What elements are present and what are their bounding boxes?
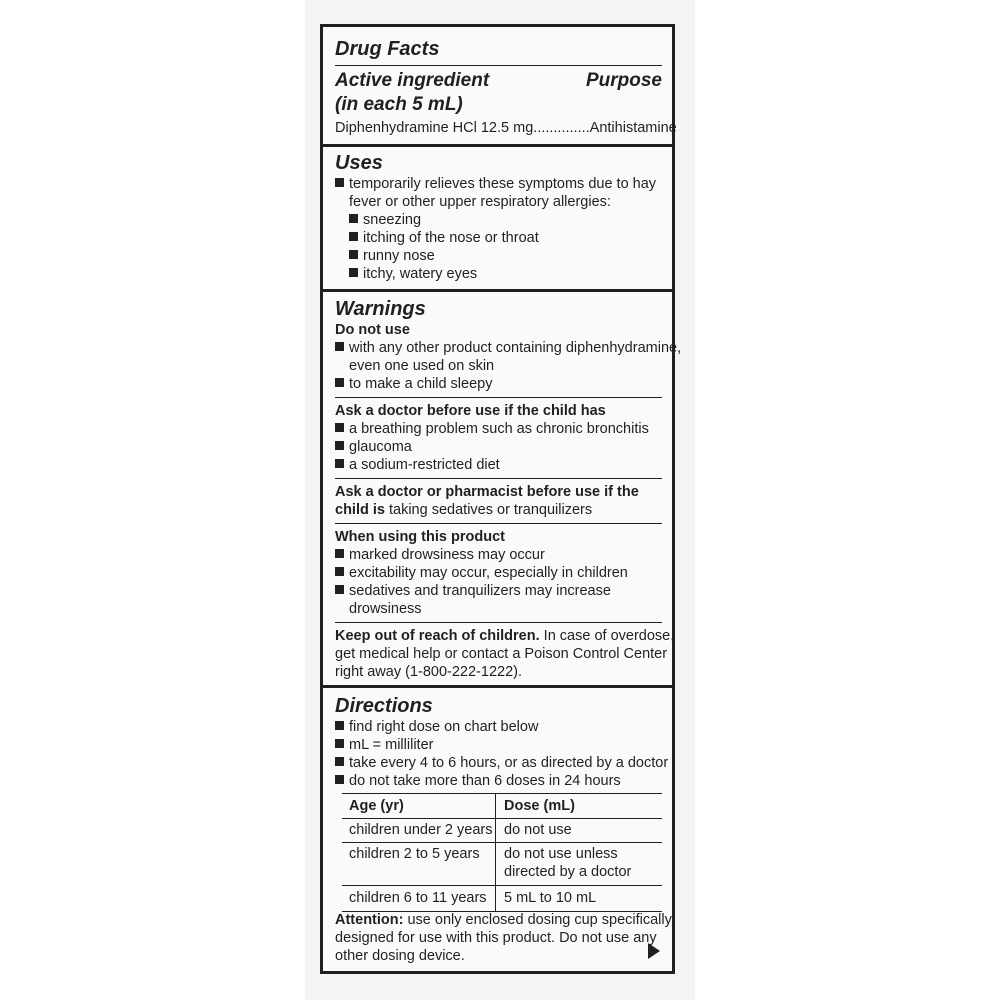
keep-out-line: get medical help or contact a Poison Control Center [335,646,668,662]
table-rule [342,842,662,843]
warnings-rule [335,397,662,398]
bullet-icon [335,423,344,432]
warning-item: to make a child sleepy [335,375,492,393]
bullet-icon [335,342,344,351]
warnings-title: Warnings [335,298,426,320]
drug-facts-label [320,24,682,974]
do-not-use-heading: Do not use [335,322,410,338]
ingredient-purpose: Antihistamine [589,120,677,136]
table-cell-age: children 6 to 11 years [349,890,487,906]
active-ingredient-subheading: (in each 5 mL) [335,94,463,115]
warnings-rule [335,622,662,623]
table-cell-age: children under 2 years [349,822,493,838]
when-using-heading: When using this product [335,529,505,545]
warnings-rule [335,523,662,524]
section-divider [323,685,672,688]
uses-title: Uses [335,152,383,174]
uses-item: itching of the nose or throat [349,229,539,247]
table-header-dose: Dose (mL) [504,798,575,814]
warning-item: a sodium-restricted diet [335,456,500,474]
bullet-icon [335,585,344,594]
bullet-icon [335,178,344,187]
ingredient-dots: .............. [533,120,590,136]
attention-line: other dosing device. [335,948,465,964]
uses-item: itchy, watery eyes [349,265,477,283]
ask-doctor-heading: Ask a doctor before use if the child has [335,403,606,419]
warning-item: with any other product containing diphenhydramine, [335,339,681,357]
warning-item: excitability may occur, especially in children [335,564,628,582]
directions-title: Directions [335,695,433,717]
table-cell-dose: do not use [504,822,572,838]
attention-line: Attention: use only enclosed dosing cup specifically [335,912,672,928]
section-divider [323,144,672,147]
ingredient-line [335,119,677,137]
uses-item: runny nose [349,247,435,265]
table-cell-dose-cont: directed by a doctor [504,864,632,880]
table-cell-dose: do not use unless [504,846,618,862]
warning-item: glaucoma [335,438,412,456]
continue-arrow-icon [648,943,660,959]
table-rule [342,818,662,819]
warning-item-cont: even one used on skin [349,358,495,374]
warning-item: sedatives and tranquilizers may increase [335,582,611,600]
ask-pharmacist-line: child is taking sedatives or tranquilizers [335,502,593,518]
directions-item: do not take more than 6 doses in 24 hours [335,772,621,790]
active-ingredient-heading: Active ingredient [335,70,490,91]
keep-out-line: right away (1-800-222-1222). [335,664,522,680]
ask-pharmacist-heading: Ask a doctor or pharmacist before use if the [335,484,639,500]
table-column-divider [495,793,496,912]
keep-out-line: Keep out of reach of children. In case of overdose, [335,628,675,644]
bullet-icon [335,441,344,450]
section-divider [323,289,672,292]
table-cell-age: children 2 to 5 years [349,846,480,862]
table-rule [342,793,662,794]
bullet-icon [349,214,358,223]
directions-item: find right dose on chart below [335,718,538,736]
bullet-icon [349,268,358,277]
directions-item: take every 4 to 6 hours, or as directed by a doctor [335,754,668,772]
header-rule [335,65,662,66]
bullet-icon [335,459,344,468]
bullet-icon [335,739,344,748]
warning-item: a breathing problem such as chronic bronchitis [335,420,649,438]
bullet-icon [335,721,344,730]
warning-item: marked drowsiness may occur [335,546,545,564]
bullet-icon [335,757,344,766]
attention-line: designed for use with this product. Do not use any [335,930,657,946]
warning-item-cont: drowsiness [349,601,422,617]
ingredient-name: Diphenhydramine HCl 12.5 mg [335,120,534,136]
bullet-icon [335,567,344,576]
uses-item: sneezing [349,211,421,229]
purpose-heading: Purpose [585,70,662,91]
bullet-icon [349,232,358,241]
warnings-rule [335,478,662,479]
uses-intro-cont: fever or other upper respiratory allergies: [349,194,611,210]
drug-facts-title: Drug Facts [335,38,440,60]
bullet-icon [349,250,358,259]
bullet-icon [335,378,344,387]
table-cell-dose: 5 mL to 10 mL [504,890,597,906]
bullet-icon [335,775,344,784]
table-header-age: Age (yr) [349,798,404,814]
directions-item: mL = milliliter [335,736,433,754]
uses-intro: temporarily relieves these symptoms due to hay [335,175,656,193]
table-rule [342,885,662,886]
bullet-icon [335,549,344,558]
